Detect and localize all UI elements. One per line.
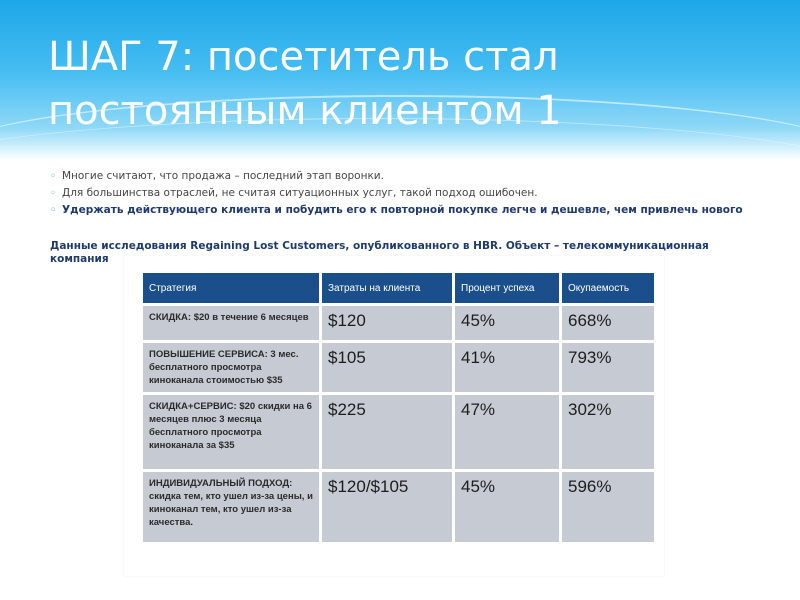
payback-cell: 793% — [562, 343, 654, 392]
success-cell: 45% — [455, 472, 559, 542]
cost-cell: $105 — [322, 343, 452, 392]
strategy-table — [140, 270, 657, 545]
strategy-cell: СКИДКА+СЕРВИС: $20 скидки на 6 месяцев плюс 3 месяца бесплатного просмотра киноканала за $35 — [143, 395, 319, 469]
study-note: Данные исследования Regaining Lost Customers, опубликованного в HBR. Объект – телекоммуникационная компания — [50, 240, 709, 265]
cost-cell: $120 — [322, 306, 452, 340]
strategy-cell: ИНДИВИДУАЛЬНЫЙ ПОДХОД: скидка тем, кто ушел из-за цены, и киноканал тем, кто ушел из-за качества. — [143, 472, 319, 542]
success-cell: 41% — [455, 343, 559, 392]
bullet-item: ◦ Для большинства отраслей, не считая ситуационных услуг, такой подход ошибочен. — [50, 187, 770, 200]
slide-title: ШАГ 7: посетитель стал постоянным клиентом 1 — [48, 34, 562, 134]
table-header-row — [143, 273, 654, 303]
table-row — [143, 306, 654, 340]
bullet-item-emphasis: ◦ Удержать действующего клиента и побудить его к повторной покупке легче и дешевле, чем привлечь нового — [50, 204, 770, 217]
column-header: Затраты на клиента — [322, 273, 452, 303]
column-header: Процент успеха — [455, 273, 559, 303]
slide-header — [0, 0, 800, 160]
cost-cell: $225 — [322, 395, 452, 469]
table-row — [143, 472, 654, 542]
strategy-cell: ПОВЫШЕНИЕ СЕРВИСА: 3 мес. бесплатного просмотра киноканала стоимостью $35 — [143, 343, 319, 392]
column-header: Окупаемость — [562, 273, 654, 303]
column-header: Стратегия — [143, 273, 319, 303]
bullet-item: ◦ Многие считают, что продажа – последний этап воронки. — [50, 170, 770, 183]
payback-cell: 302% — [562, 395, 654, 469]
success-cell: 47% — [455, 395, 559, 469]
strategy-table-card — [124, 256, 664, 576]
table-row — [143, 343, 654, 392]
success-cell: 45% — [455, 306, 559, 340]
payback-cell: 668% — [562, 306, 654, 340]
cost-cell: $120/$105 — [322, 472, 452, 542]
payback-cell: 596% — [562, 472, 654, 542]
strategy-cell: СКИДКА: $20 в течение 6 месяцев — [143, 306, 319, 340]
table-row — [143, 395, 654, 469]
bullet-list — [50, 170, 770, 221]
